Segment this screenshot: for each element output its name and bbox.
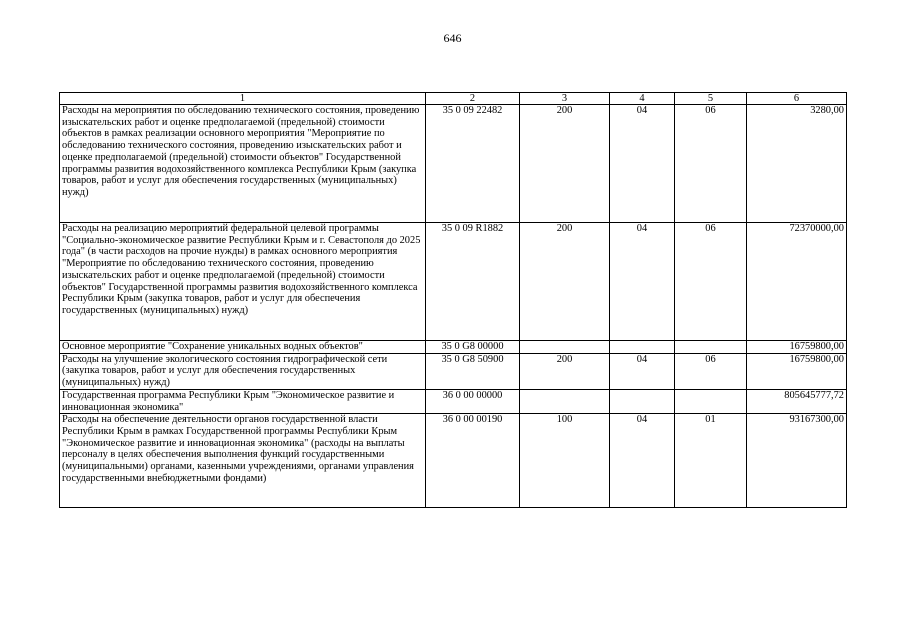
row-expense-type (520, 341, 610, 354)
row-expense-type: 200 (520, 353, 610, 389)
header-col-4: 4 (610, 93, 675, 105)
row-description: Расходы на реализацию мероприятий федеральной целевой программы "Социально-экономическое развитие Республики Крым и г. Севастополя до 2025 года" (в части расходов на прочие нужды) в рамках основного мероприятия "Мероприятие по обследованию технического состояния, проведению изыскательских работ и оценке предполагаемой (предельной) стоимости объектов" Государственной программы развития водохозяйственного комплекса Республики Крым (закупка товаров, работ и услуг для обеспечения государственных (муниципальных) нужд) (60, 223, 426, 341)
header-col-3: 3 (520, 93, 610, 105)
row-section: 04 (610, 223, 675, 341)
table-row (60, 353, 847, 389)
row-code: 35 0 09 22482 (426, 105, 520, 223)
table-row (60, 389, 847, 413)
row-expense-type: 100 (520, 414, 610, 508)
row-sum: 3280,00 (747, 105, 847, 223)
row-subsection: 06 (675, 353, 747, 389)
row-subsection: 01 (675, 414, 747, 508)
table-row (60, 341, 847, 354)
header-col-5: 5 (675, 93, 747, 105)
header-col-2: 2 (426, 93, 520, 105)
row-description: Основное мероприятие "Сохранение уникальных водных объектов" (60, 341, 426, 354)
table-row (60, 105, 847, 223)
row-subsection: 06 (675, 223, 747, 341)
header-col-6: 6 (747, 93, 847, 105)
row-section: 04 (610, 353, 675, 389)
row-description: Государственная программа Республики Крым "Экономическое развитие и инновационная экономика" (60, 389, 426, 413)
row-code: 36 0 00 00190 (426, 414, 520, 508)
table-row (60, 223, 847, 341)
row-sum: 16759800,00 (747, 341, 847, 354)
row-expense-type: 200 (520, 105, 610, 223)
row-sum: 72370000,00 (747, 223, 847, 341)
row-section (610, 341, 675, 354)
row-subsection (675, 389, 747, 413)
page-number: 646 (443, 31, 462, 45)
row-sum: 93167300,00 (747, 414, 847, 508)
header-col-1: 1 (60, 93, 426, 105)
row-section (610, 389, 675, 413)
row-code: 35 0 09 R1882 (426, 223, 520, 341)
row-expense-type (520, 389, 610, 413)
row-code: 36 0 00 00000 (426, 389, 520, 413)
row-description: Расходы на улучшение экологического состояния гидрографической сети (закупка товаров, работ и услуг для обеспечения государственных (муниципальных) нужд) (60, 353, 426, 389)
row-section: 04 (610, 105, 675, 223)
row-description: Расходы на обеспечение деятельности органов государственной власти Республики Крым в рамках Государственной программы Республики Крым "Экономическое развитие и инновационная экономика" (расходы на выплаты персоналу в целях обеспечения выполнения функций государственными (муниципальными) органами, казенными учреждениями, органами управления государственными внебюджетными фондами) (60, 414, 426, 508)
row-expense-type: 200 (520, 223, 610, 341)
row-description: Расходы на мероприятия по обследованию технического состояния, проведению изыскательских работ и оценке предполагаемой (предельной) стоимости объектов в рамках реализации основного мероприятия "Мероприятие по обследованию технического состояния, проведению изыскательских работ и оценке предполагаемой (предельной) стоимости объектов" Государственной программы развития водохозяйственного комплекса Республики Крым (закупка товаров, работ и услуг для обеспечения государственных (муниципальных) нужд) (60, 105, 426, 223)
table-row (60, 414, 847, 508)
budget-table (59, 92, 847, 508)
row-code: 35 0 G8 50900 (426, 353, 520, 389)
row-code: 35 0 G8 00000 (426, 341, 520, 354)
header-row (60, 93, 847, 105)
row-subsection (675, 341, 747, 354)
row-subsection: 06 (675, 105, 747, 223)
row-section: 04 (610, 414, 675, 508)
row-sum: 805645777,72 (747, 389, 847, 413)
row-sum: 16759800,00 (747, 353, 847, 389)
